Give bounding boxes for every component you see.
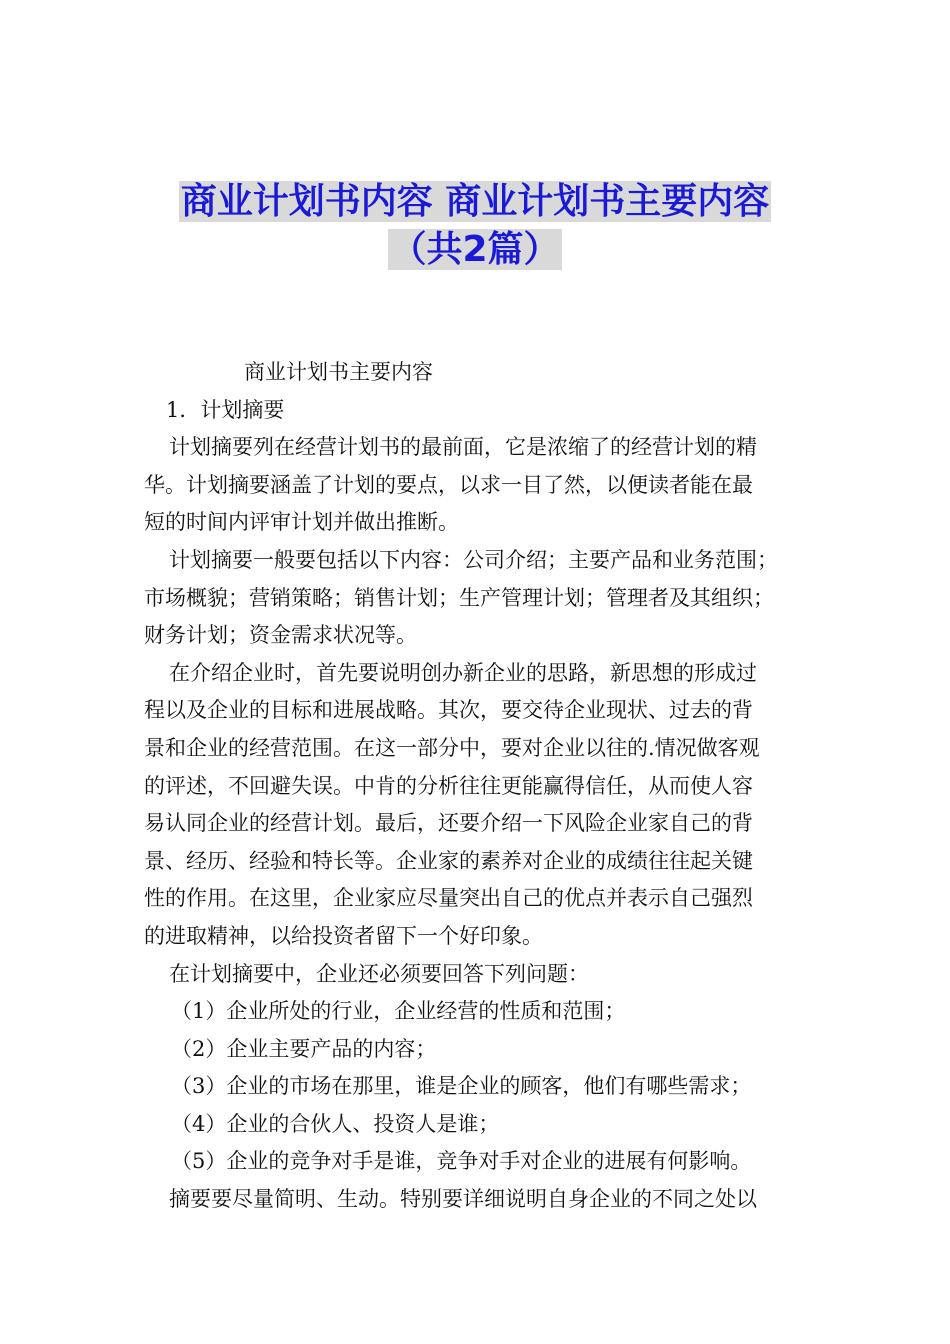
document-body: [144, 354, 810, 1219]
paragraph-line: 景和企业的经营范围。在这一部分中，要对企业以往的.情况做客观: [144, 735, 760, 760]
paragraph-line: 计划摘要一般要包括以下内容：公司介绍；主要产品和业务范围；: [169, 547, 778, 572]
paragraph-line: 华。计划摘要涵盖了计划的要点，以求一目了然，以便读者能在最: [144, 472, 753, 497]
paragraph-line: 性的作用。在这里，企业家应尽量突出自己的优点并表示自己强烈: [144, 886, 753, 911]
paragraph-line: 易认同企业的经营计划。最后，还要介绍一下风险企业家自己的背: [144, 811, 753, 836]
paragraph-2: [144, 542, 810, 655]
paragraph-line: 景、经历、经验和特长等。企业家的素养对企业的成绩往往起关键: [144, 848, 753, 873]
paragraph-line: 在介绍企业时，首先要说明创办新企业的思路，新思想的形成过: [169, 660, 757, 685]
question-item: （3）企业的市场在那里，谁是企业的顾客，他们有哪些需求；: [171, 1074, 752, 1099]
question-item: （4）企业的合伙人、投资人是谁；: [171, 1111, 500, 1136]
paragraph-line: 的评述，不回避失误。中肯的分析往往更能赢得信任，从而使人容: [144, 773, 753, 798]
question-item: （5）企业的竞争对手是谁，竞争对手对企业的进展有何影响。: [171, 1149, 752, 1174]
paragraph-line: 短的时间内评审计划并做出推断。: [144, 510, 459, 535]
section-heading: 1．计划摘要: [166, 397, 285, 422]
paragraph-line: 程以及企业的目标和进展战略。其次，要交待企业现状、过去的背: [144, 698, 753, 723]
question-item: （1）企业所处的行业，企业经营的性质和范围；: [171, 999, 626, 1024]
closing-line: 摘要要尽量简明、生动。特别要详细说明自身企业的不同之处以: [169, 1187, 757, 1212]
title-text-1: 商业计划书内容 商业计划书主要内容: [180, 181, 770, 222]
question-item: （2）企业主要产品的内容；: [171, 1036, 437, 1061]
paragraph-line: 计划摘要列在经营计划书的最前面，它是浓缩了的经营计划的精: [169, 435, 757, 460]
document-title: 商业计划书主要内容: [244, 360, 433, 384]
page-title-line-2: [0, 226, 950, 274]
questions-intro: 在计划摘要中，企业还必须要回答下列问题：: [169, 961, 589, 986]
paragraph-3: [144, 655, 810, 956]
paragraph-line: 财务计划；资金需求状况等。: [144, 623, 417, 648]
question-list: [144, 993, 810, 1181]
paragraph-1: [144, 429, 810, 542]
page-title-line-1: [0, 178, 950, 226]
paragraph-line: 市场概貌；营销策略；销售计划；生产管理计划；管理者及其组织；: [144, 585, 774, 610]
paragraph-line: 的进取精神，以给投资者留下一个好印象。: [144, 923, 543, 948]
title-text-2: （共2篇）: [390, 229, 560, 270]
